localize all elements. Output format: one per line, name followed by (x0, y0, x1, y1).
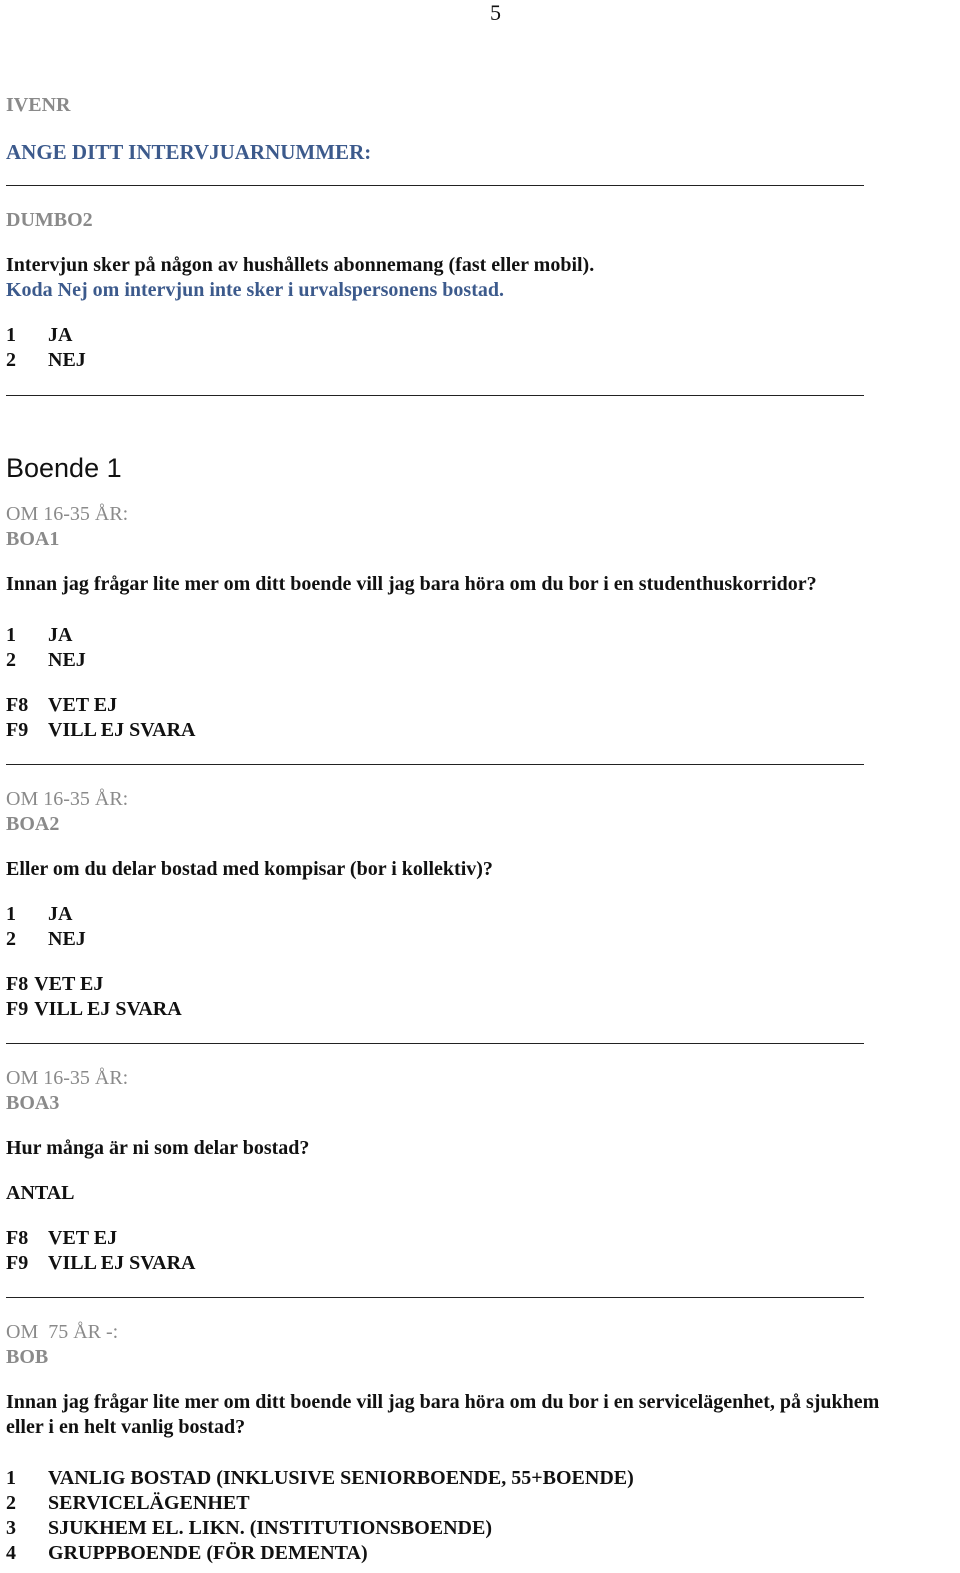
page-number: 5 (490, 0, 501, 25)
answer-option: 1 JA (6, 324, 73, 346)
answer-option: 1 JA (6, 624, 73, 646)
interviewer-instruction: Koda Nej om intervjun inte sker i urvalspersonens bostad. (6, 279, 504, 301)
answer-option: F9 VILL EJ SVARA (6, 1252, 196, 1274)
variable-code-boa3: BOA3 (6, 1092, 60, 1114)
answer-option: F9 VILL EJ SVARA (6, 998, 182, 1020)
filter-condition: OM 16-35 ÅR: (6, 1067, 129, 1089)
question-text: Hur många är ni som delar bostad? (6, 1137, 310, 1159)
variable-code-ivenr: IVENR (6, 94, 71, 116)
question-text: Innan jag frågar lite mer om ditt boende vill jag bara höra om du bor i en studenthuskorridor? (6, 573, 817, 595)
answer-option: 2 NEJ (6, 928, 86, 950)
section-title: Boende 1 (6, 453, 122, 483)
variable-code-bob: BOB (6, 1346, 49, 1368)
interviewer-instruction: ANGE DITT INTERVJUARNUMMER: (6, 140, 372, 164)
answer-option: 2 NEJ (6, 649, 86, 671)
answer-option: 2 SERVICELÄGENHET (6, 1492, 250, 1514)
filter-condition: OM 16-35 ÅR: (6, 788, 129, 810)
answer-option: 1 JA (6, 903, 73, 925)
question-text: Eller om du delar bostad med kompisar (bor i kollektiv)? (6, 858, 493, 880)
variable-code-boa1: BOA1 (6, 528, 60, 550)
question-text-line-1: Innan jag frågar lite mer om ditt boende vill jag bara höra om du bor i en servicelägenhet, på sjukhem (6, 1391, 880, 1413)
answer-option: 1 VANLIG BOSTAD (INKLUSIVE SENIORBOENDE, 55+BOENDE) (6, 1467, 634, 1489)
divider (6, 764, 864, 765)
divider (6, 185, 864, 186)
question-text: Intervjun sker på någon av hushållets abonnemang (fast eller mobil). (6, 254, 595, 276)
answer-option: F8 VET EJ (6, 1227, 118, 1249)
divider (6, 1297, 864, 1298)
answer-option: F8 VET EJ (6, 973, 104, 995)
divider (6, 395, 864, 396)
answer-option: 2 NEJ (6, 349, 86, 371)
answer-option: 3 SJUKHEM EL. LIKN. (INSTITUTIONSBOENDE) (6, 1517, 492, 1539)
filter-condition: OM 75 ÅR -: (6, 1321, 119, 1343)
variable-code-boa2: BOA2 (6, 813, 60, 835)
answer-type-label: ANTAL (6, 1182, 75, 1204)
question-text-line-2: eller i en helt vanlig bostad? (6, 1416, 246, 1438)
divider (6, 1043, 864, 1044)
answer-option: F8 VET EJ (6, 694, 118, 716)
variable-code-dumbo2: DUMBO2 (6, 209, 93, 231)
answer-option: F9 VILL EJ SVARA (6, 719, 196, 741)
answer-option: 4 GRUPPBOENDE (FÖR DEMENTA) (6, 1542, 368, 1564)
filter-condition: OM 16-35 ÅR: (6, 503, 129, 525)
